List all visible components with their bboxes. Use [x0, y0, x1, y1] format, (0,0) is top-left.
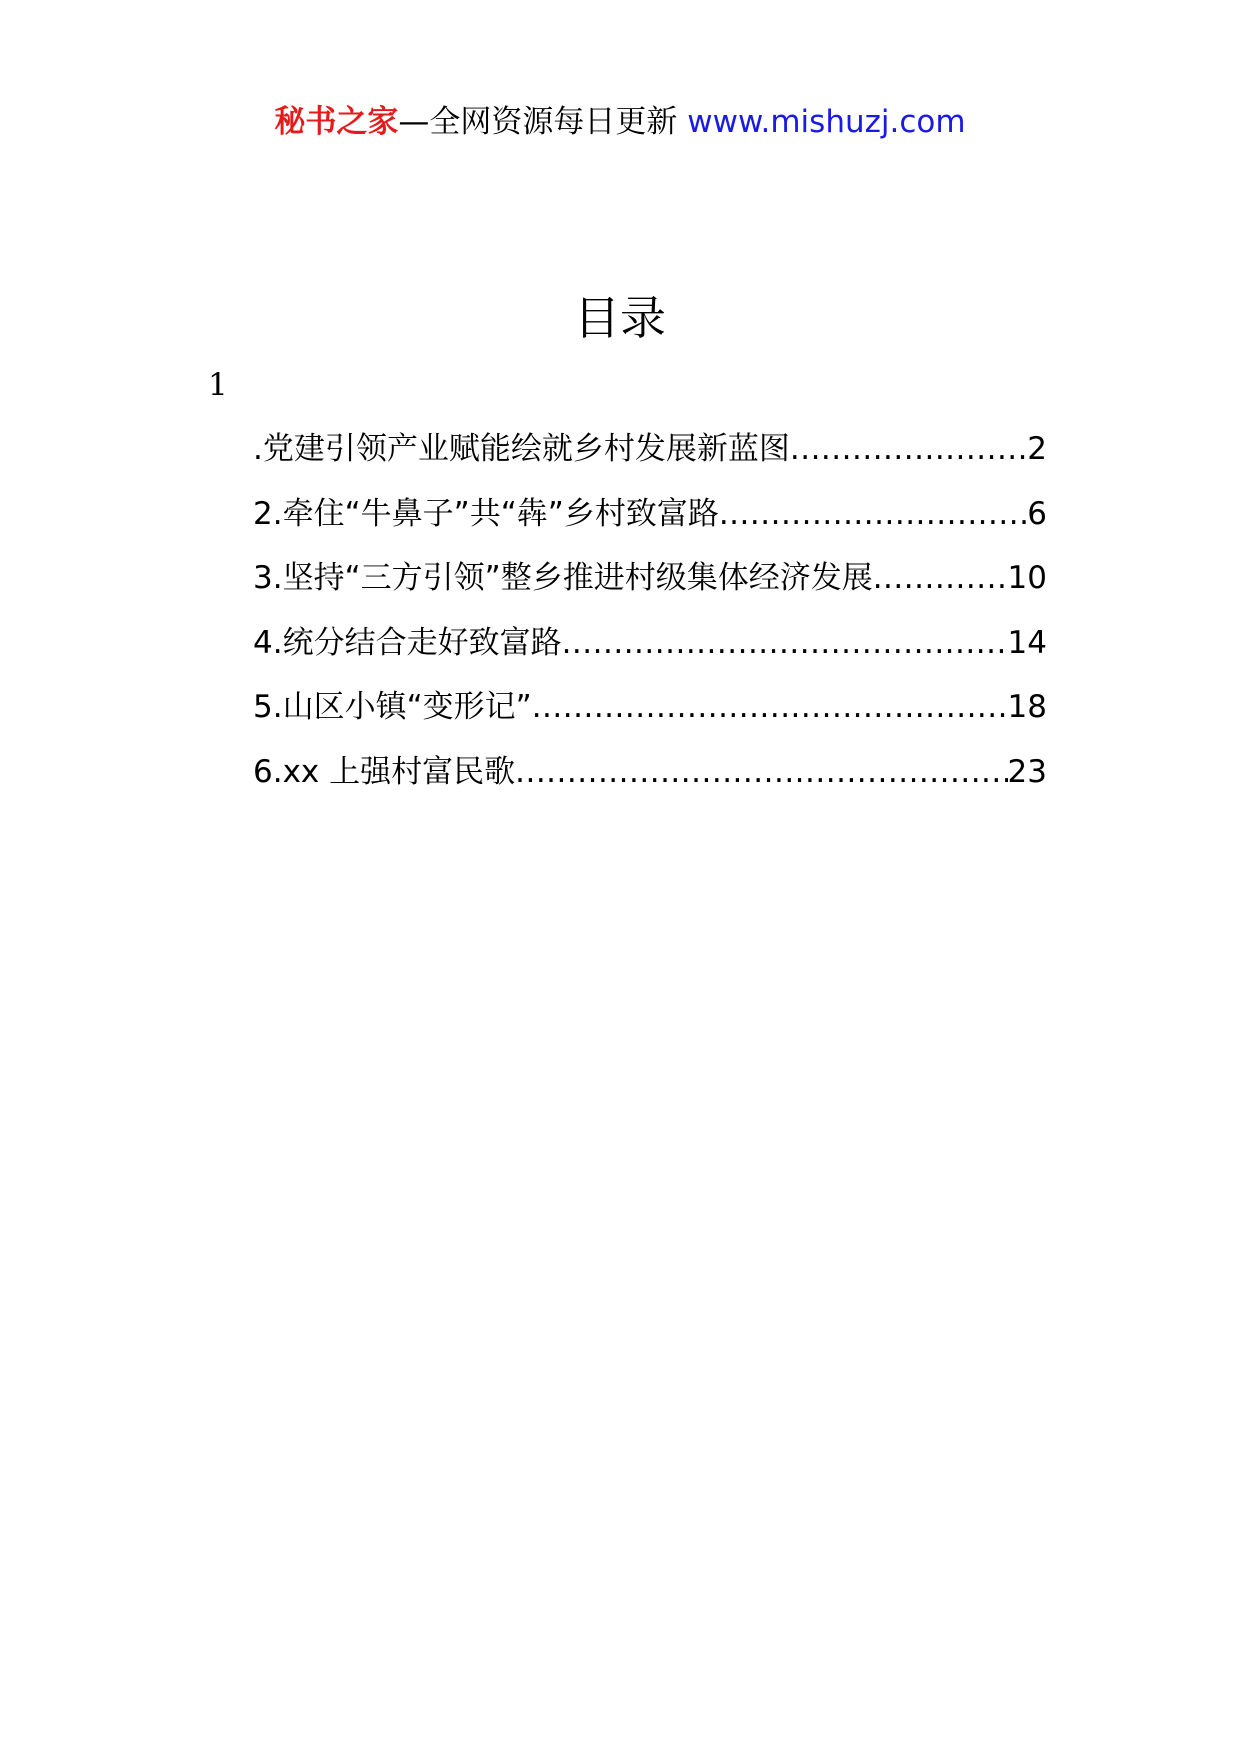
toc-dot-leader [790, 428, 1027, 470]
toc-entry-page: 14 [1007, 624, 1047, 661]
header-tagline: —全网资源每日更新 [398, 104, 678, 140]
toc-entry-page: 10 [1007, 560, 1047, 597]
toc-entry-page: 6 [1027, 495, 1047, 532]
table-of-contents [253, 428, 1047, 816]
toc-title: 目录 [574, 291, 666, 345]
toc-entry[interactable] [253, 493, 1047, 558]
page-marker-number: 1 [208, 367, 228, 403]
toc-entry[interactable] [253, 428, 1047, 493]
toc-entry[interactable] [253, 622, 1047, 687]
toc-entry-title: .党建引领产业赋能绘就乡村发展新蓝图 [253, 431, 790, 467]
brand-name: 秘书之家 [274, 104, 399, 140]
toc-entry-title: 4.统分结合走好致富路 [253, 624, 562, 661]
toc-entry-page: 18 [1007, 689, 1047, 726]
toc-dot-leader [562, 622, 1008, 664]
toc-dot-leader [719, 493, 1027, 535]
toc-dot-leader [532, 686, 1008, 728]
toc-entry[interactable] [253, 751, 1047, 816]
page-header [0, 100, 1240, 144]
toc-dot-leader [515, 751, 1007, 793]
site-url-link[interactable]: www.mishuzj.com [687, 104, 966, 140]
toc-entry-title: 6.xx 上强村富民歌 [253, 753, 516, 790]
toc-entry-title: 5.山区小镇“变形记” [253, 689, 532, 726]
toc-entry-page: 23 [1007, 753, 1047, 790]
toc-entry-page: 2 [1027, 431, 1047, 467]
toc-entry[interactable] [253, 686, 1047, 751]
toc-dot-leader [873, 557, 1008, 599]
toc-entry-title: 2.牵住“牛鼻子”共“犇”乡村致富路 [253, 495, 719, 532]
toc-entry[interactable] [253, 557, 1047, 622]
toc-entry-title: 3.坚持“三方引领”整乡推进村级集体经济发展 [253, 560, 873, 597]
